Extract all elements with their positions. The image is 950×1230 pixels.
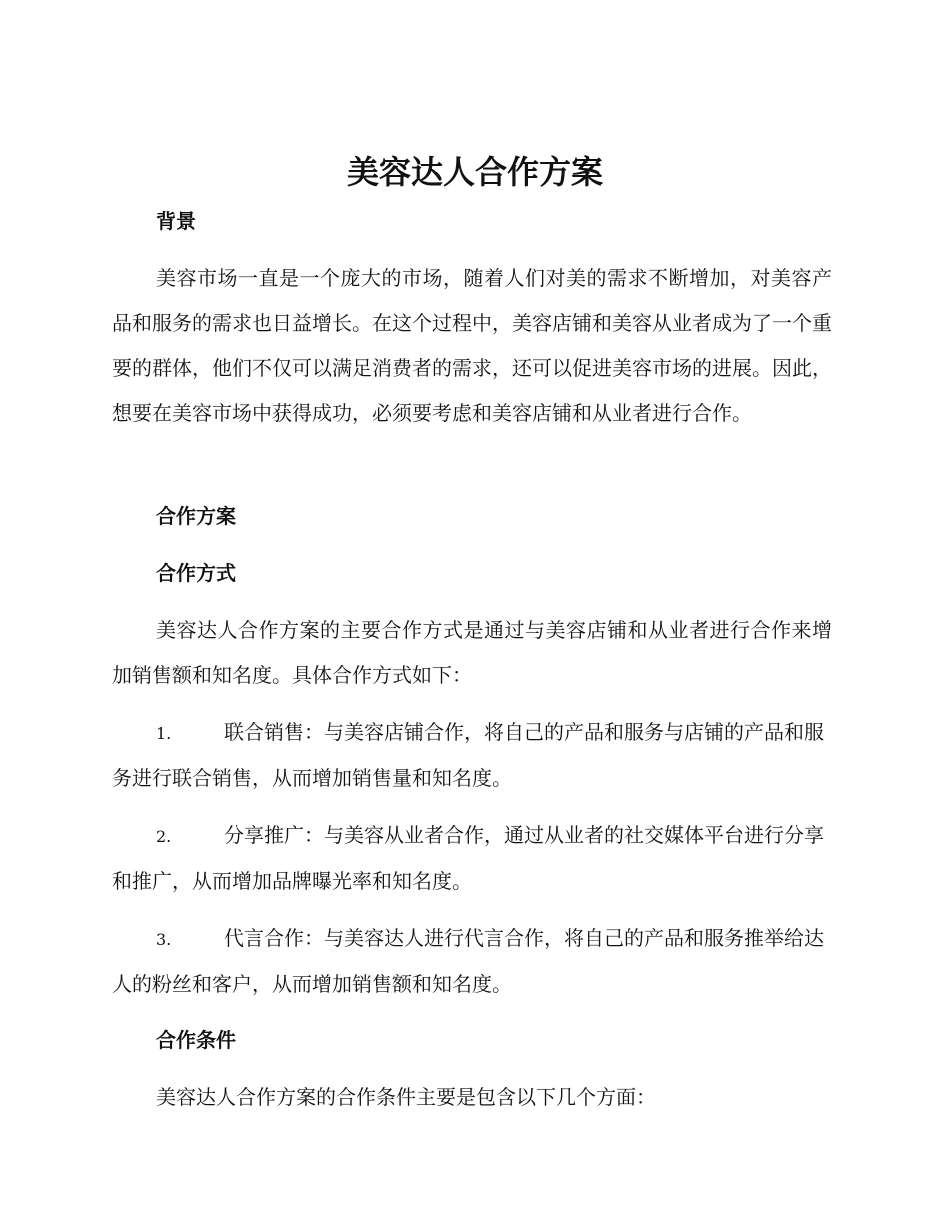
list-item-text: 代言合作：与美容达人进行代言合作，将自己的产品和服务推举给达人的粉丝和客户，从而增加销售额和知名度。 <box>112 926 824 996</box>
list-item-3 <box>112 916 832 1007</box>
list-item-2 <box>112 813 832 904</box>
list-item-text: 联合销售：与美容店铺合作，将自己的产品和服务与店铺的产品和服务进行联合销售，从而增加销售量和知名度。 <box>112 720 824 790</box>
heading-conditions: 合作条件 <box>156 1028 236 1052</box>
list-number: 1. <box>156 724 172 743</box>
paragraph-background: 美容市场一直是一个庞大的市场，随着人们对美的需求不断增加，对美容产品和服务的需求也日益增长。在这个过程中，美容店铺和美容从业者成为了一个重要的群体，他们不仅可以满足消费者的需求，还可以促进美容市场的进展。因此，想要在美容市场中获得成功，必须要考虑和美容店铺和从业者进行合作。 <box>112 266 832 425</box>
heading-method: 合作方式 <box>156 561 236 585</box>
heading-plan: 合作方案 <box>156 504 236 528</box>
list-item-1 <box>112 710 832 801</box>
paragraph-conditions: 美容达人合作方案的合作条件主要是包含以下几个方面： <box>156 1085 656 1109</box>
heading-background: 背景 <box>156 209 196 233</box>
document-title: 美容达人合作方案 <box>346 153 603 191</box>
paragraph-method: 美容达人合作方案的主要合作方式是通过与美容店铺和从业者进行合作来增加销售额和知名度。具体合作方式如下： <box>112 618 832 687</box>
list-number: 3. <box>156 930 172 949</box>
list-item-text: 分享推广：与美容从业者合作，通过从业者的社交媒体平台进行分享和推广，从而增加品牌曝光率和知名度。 <box>112 823 824 893</box>
list-number: 2. <box>156 827 172 846</box>
